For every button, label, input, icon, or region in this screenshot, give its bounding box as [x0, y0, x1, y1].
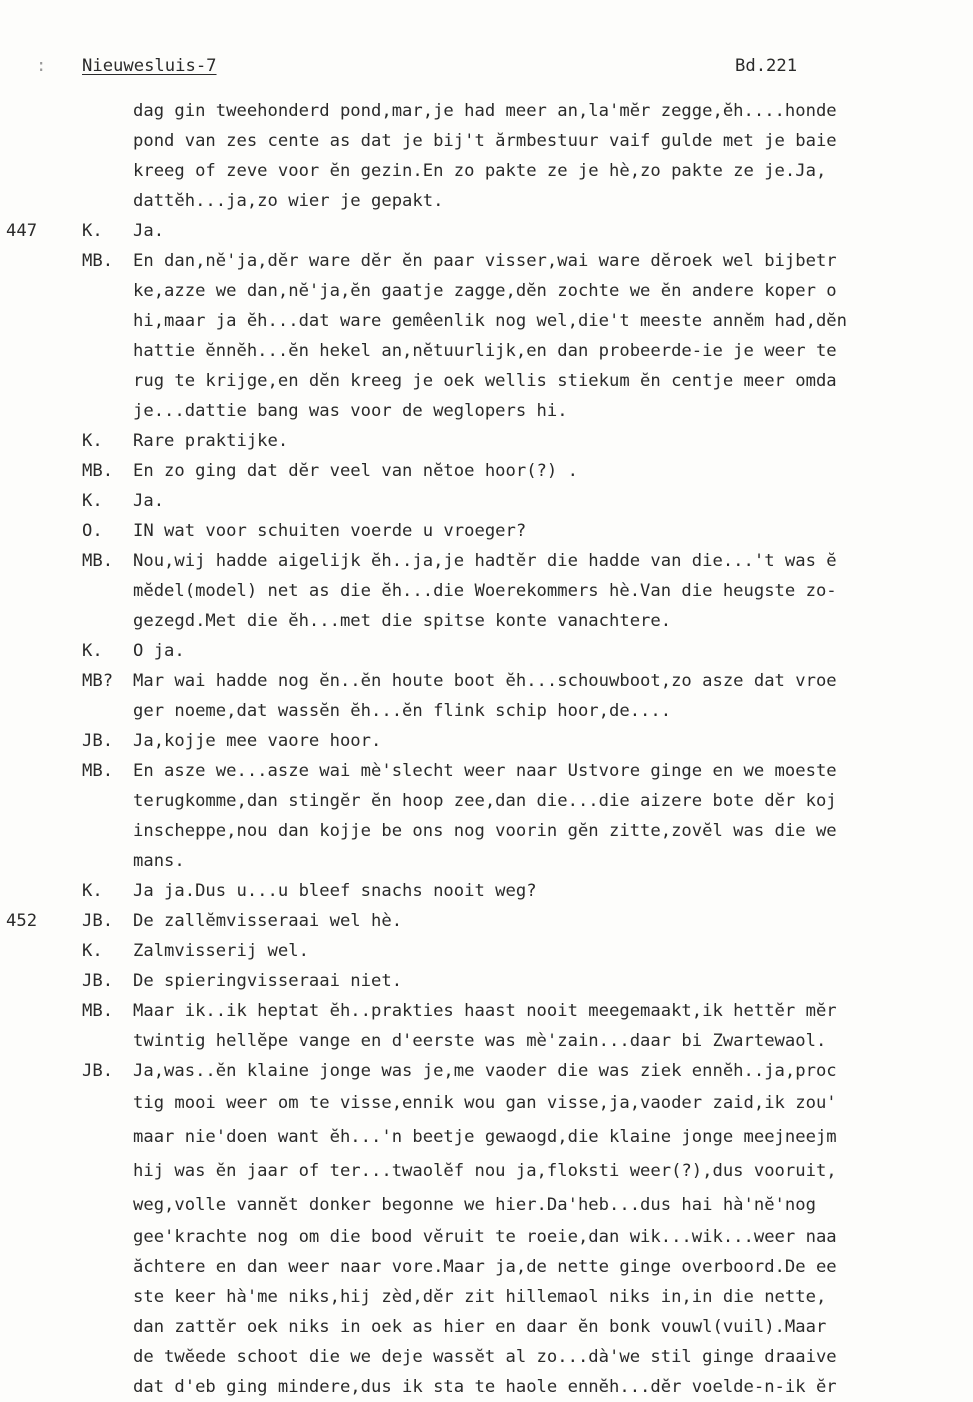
transcript-line — [0, 306, 973, 336]
speaker-label: K. — [82, 641, 103, 661]
transcript-line — [0, 846, 973, 876]
line-text: Ja. — [133, 491, 165, 511]
transcript-line — [0, 966, 973, 996]
speaker-label: O. — [82, 521, 103, 541]
transcript-line — [0, 1188, 973, 1222]
line-text: dan zattĕr oek niks in oek as hier en daar ĕn bonk vouwl(vuil).Maar — [133, 1317, 827, 1337]
line-text: hij was ĕn jaar of ter...twaolĕf nou ja,floksti weer(?),dus vooruit, — [133, 1161, 837, 1181]
transcript-line — [0, 756, 973, 786]
transcript-line — [0, 1342, 973, 1372]
line-text: dag gin tweehonderd pond,mar,je had meer an,la'mĕr zegge,ĕh....honde — [133, 101, 837, 121]
line-text: hi,maar ja ĕh...dat ware gemêenlik nog wel,die't meeste annĕm had,dĕn — [133, 311, 847, 331]
speaker-label: MB. — [82, 551, 114, 571]
transcript-line — [0, 696, 973, 726]
transcript-line — [0, 336, 973, 366]
margin-mark: : — [36, 56, 47, 76]
line-number: 447 — [6, 221, 38, 241]
transcript-line — [0, 816, 973, 846]
transcript-line — [0, 396, 973, 426]
line-text: maar nie'doen want ĕh...'n beetje gewaogd,die klaine jonge meejneejm — [133, 1127, 837, 1147]
transcript-line — [0, 1372, 973, 1402]
line-text: Rare praktijke. — [133, 431, 289, 451]
transcript-line — [0, 1252, 973, 1282]
transcript-line — [0, 606, 973, 636]
transcript-line — [0, 216, 973, 246]
speaker-label: JB. — [82, 731, 114, 751]
transcript-line — [0, 666, 973, 696]
transcript-line — [0, 1026, 973, 1056]
line-text: Mar wai hadde nog ĕn..ĕn houte boot ĕh...schouwboot,zo asze dat vroe — [133, 671, 837, 691]
transcript-line — [0, 1120, 973, 1154]
transcript-line — [0, 786, 973, 816]
line-text: hattie ĕnnĕh...ĕn hekel an,nĕtuurlijk,en dan probeerde-ie je weer te — [133, 341, 837, 361]
transcript-line — [0, 906, 973, 936]
speaker-label: MB. — [82, 461, 114, 481]
transcript-line — [0, 156, 973, 186]
line-number: 452 — [6, 911, 38, 931]
line-text: inscheppe,nou dan kojje be ons nog voorin gĕn zitte,zovĕl was die we — [133, 821, 837, 841]
line-text: Ja. — [133, 221, 165, 241]
line-text: gee'krachte nog om die bood vĕruit te roeie,dan wik...wik...weer naa — [133, 1227, 837, 1247]
transcript-line — [0, 366, 973, 396]
transcript-line — [0, 96, 973, 126]
transcript-line — [0, 546, 973, 576]
line-text: De spieringvisseraai niet. — [133, 971, 403, 991]
line-text: ăchtere en dan weer naar vore.Maar ja,de nette ginge overboord.De ee — [133, 1257, 837, 1277]
transcript-line — [0, 486, 973, 516]
transcript-line — [0, 576, 973, 606]
line-text: ke,azze we dan,nĕ'ja,ĕn gaatje zagge,dĕn zochte we ĕn andere koper o — [133, 281, 837, 301]
line-text: je...dattie bang was voor de weglopers hi. — [133, 401, 568, 421]
line-text: Ja ja.Dus u...u bleef snachs nooit weg? — [133, 881, 537, 901]
transcript-line — [0, 126, 973, 156]
transcript-line — [0, 996, 973, 1026]
transcript-line — [0, 246, 973, 276]
transcript-line — [0, 726, 973, 756]
speaker-label: JB. — [82, 1061, 114, 1081]
line-text: O ja. — [133, 641, 185, 661]
line-text: gezegd.Met die ĕh...met die spitse konte vanachtere. — [133, 611, 672, 631]
transcript-line — [0, 426, 973, 456]
speaker-label: MB? — [82, 671, 114, 691]
transcript-body — [0, 96, 973, 1402]
transcript-line — [0, 186, 973, 216]
line-text: En dan,nĕ'ja,dĕr ware dĕr ĕn paar visser,wai ware dĕroek wel bijbetr — [133, 251, 837, 271]
line-text: IN wat voor schuiten voerde u vroeger? — [133, 521, 527, 541]
line-text: Maar ik..ik heptat ĕh..prakties haast nooit meegemaakt,ik hettĕr mĕr — [133, 1001, 837, 1021]
line-text: kreeg of zeve voor ĕn gezin.En zo pakte ze je hè,zo pakte ze je.Ja, — [133, 161, 827, 181]
speaker-label: JB. — [82, 911, 114, 931]
transcript-line — [0, 636, 973, 666]
line-text: Ja,was..ĕn klaine jonge was je,me vaoder die was ziek ennĕh..ja,proc — [133, 1061, 837, 1081]
line-text: En zo ging dat dĕr veel van nĕtoe hoor(?) . — [133, 461, 578, 481]
line-text: ger noeme,dat wassĕn ĕh...ĕn flink schip hoor,de.... — [133, 701, 672, 721]
line-text: twintig hellĕpe vange en d'eerste was mè'zain...daar bi Zwartewaol. — [133, 1031, 827, 1051]
document-title: Nieuwesluis-7 — [82, 56, 217, 76]
transcript-line — [0, 936, 973, 966]
line-text: De zallĕmvisseraai wel hè. — [133, 911, 403, 931]
line-text: de twĕede schoot die we deje wassĕt al zo...dà'we stil ginge draaive — [133, 1347, 837, 1367]
line-text: pond van zes cente as dat je bij't ărmbestuur vaif gulde met je baie — [133, 131, 837, 151]
transcript-line — [0, 1154, 973, 1188]
speaker-label: K. — [82, 881, 103, 901]
line-text: terugkomme,dan stingĕr ĕn hoop zee,dan die...die aizere bote dĕr koj — [133, 791, 837, 811]
line-text: Nou,wij hadde aigelijk ĕh..ja,je hadtĕr die hadde van die...'t was ĕ — [133, 551, 837, 571]
transcript-line — [0, 1282, 973, 1312]
line-text: dattĕh...ja,zo wier je gepakt. — [133, 191, 444, 211]
line-text: Ja,kojje mee vaore hoor. — [133, 731, 382, 751]
line-text: tig mooi weer om te visse,ennik wou gan visse,ja,vaoder zaid,ik zou' — [133, 1093, 837, 1113]
transcript-line — [0, 876, 973, 906]
line-text: En asze we...asze wai mè'slecht weer naar Ustvore ginge en we moeste — [133, 761, 837, 781]
transcript-line — [0, 1086, 973, 1120]
page-number: Bd.221 — [735, 56, 798, 76]
transcript-line — [0, 1056, 973, 1086]
line-text: Zalmvisserij wel. — [133, 941, 309, 961]
speaker-label: K. — [82, 941, 103, 961]
speaker-label: K. — [82, 491, 103, 511]
transcript-line — [0, 516, 973, 546]
transcript-line — [0, 1312, 973, 1342]
speaker-label: K. — [82, 431, 103, 451]
speaker-label: MB. — [82, 1001, 114, 1021]
speaker-label: MB. — [82, 251, 114, 271]
speaker-label: K. — [82, 221, 103, 241]
transcript-line — [0, 456, 973, 486]
line-text: rug te krijge,en dĕn kreeg je oek wellis stiekum ĕn centje meer omda — [133, 371, 837, 391]
line-text: mĕdel(model) net as die ĕh...die Woerekommers hè.Van die heugste zo- — [133, 581, 837, 601]
speaker-label: JB. — [82, 971, 114, 991]
transcript-line — [0, 1222, 973, 1252]
speaker-label: MB. — [82, 761, 114, 781]
line-text: dat d'eb ging mindere,dus ik sta te haole ennĕh...dĕr voelde-n-ik ĕr — [133, 1377, 837, 1397]
transcript-line — [0, 276, 973, 306]
line-text: weg,volle vannĕt donker begonne we hier.Da'heb...dus hai hà'nĕ'nog — [133, 1195, 816, 1215]
line-text: mans. — [133, 851, 185, 871]
line-text: ste keer hà'me niks,hij zèd,dĕr zit hillemaol niks in,in die nette, — [133, 1287, 827, 1307]
